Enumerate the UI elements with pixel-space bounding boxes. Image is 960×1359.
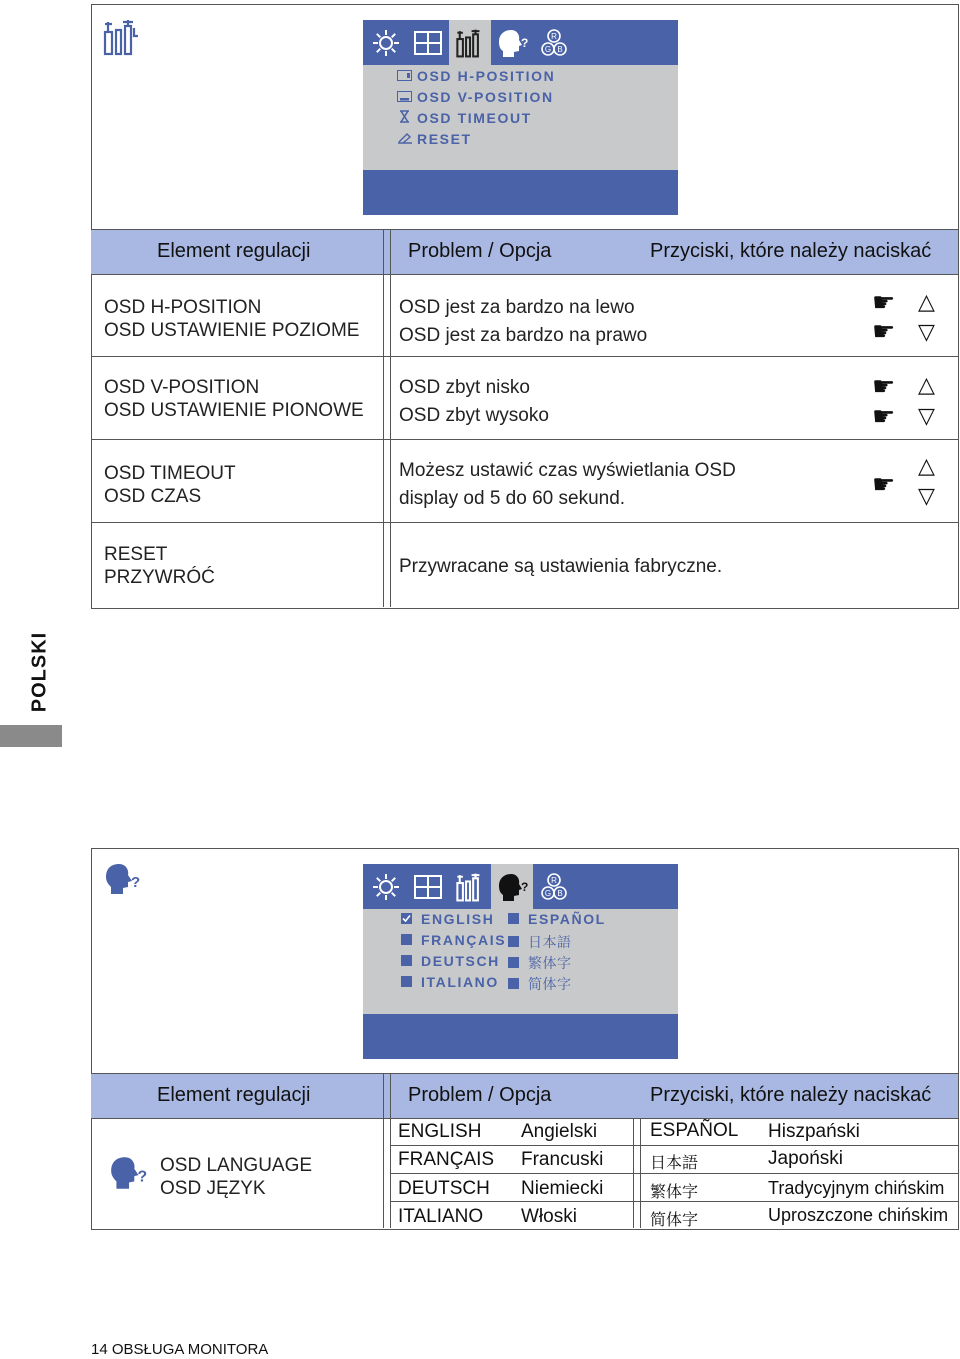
page-footer: 14 OBSŁUGA MONITORA bbox=[91, 1341, 269, 1358]
row-element bbox=[104, 376, 364, 422]
lang-polish: Japoński bbox=[768, 1148, 843, 1169]
problem-line: OSD jest za bardzo na lewo bbox=[399, 297, 635, 318]
osd-lang-deutsch[interactable] bbox=[401, 953, 500, 969]
lang-code: ESPAÑOL bbox=[650, 1120, 739, 1141]
osd-lang-italiano[interactable] bbox=[401, 974, 499, 990]
osd-lang-label: DEUTSCH bbox=[421, 953, 500, 969]
reset-icon bbox=[397, 132, 412, 147]
tab-position[interactable] bbox=[407, 20, 449, 65]
tab-position[interactable] bbox=[407, 864, 449, 909]
tab-language[interactable] bbox=[491, 864, 533, 909]
down-button-icon: ▽ bbox=[918, 403, 935, 428]
setup-tools-icon bbox=[103, 18, 139, 61]
column-divider bbox=[383, 229, 391, 607]
header-element: Element regulacji bbox=[157, 1084, 311, 1106]
lang-polish: Angielski bbox=[521, 1121, 598, 1142]
element-line: OSD TIMEOUT bbox=[104, 463, 236, 484]
osd-lang-japanese[interactable] bbox=[508, 932, 572, 952]
language-head-icon bbox=[108, 1155, 148, 1196]
up-button-icon: △ bbox=[918, 289, 935, 314]
lang-polish: Uproszczone chińskim bbox=[768, 1205, 949, 1225]
language-side-tab: POLSKI bbox=[28, 631, 51, 713]
lang-code: ENGLISH bbox=[398, 1121, 482, 1142]
osd-lang-label: ITALIANO bbox=[421, 974, 499, 990]
tab-setup[interactable] bbox=[449, 20, 491, 65]
square-bullet-icon bbox=[401, 976, 416, 990]
osd-item-label: OSD H-POSITION bbox=[417, 68, 556, 84]
hourglass-icon bbox=[397, 110, 412, 126]
problem-line: Przywracane są ustawienia fabryczne. bbox=[399, 556, 723, 577]
rgb-icon bbox=[538, 28, 570, 58]
tools-icon bbox=[455, 872, 485, 902]
lang-polish: Hiszpański bbox=[768, 1121, 860, 1142]
row-element bbox=[104, 296, 359, 342]
row-separator bbox=[390, 1173, 958, 1174]
svg-text:?: ? bbox=[521, 879, 529, 894]
osd-lang-simplified-chinese[interactable] bbox=[508, 974, 572, 994]
square-bullet-icon bbox=[401, 934, 416, 948]
tools-icon bbox=[455, 28, 485, 58]
row-separator bbox=[91, 439, 958, 440]
problem-line: OSD zbyt wysoko bbox=[399, 405, 549, 426]
svg-text:?: ? bbox=[131, 874, 141, 891]
element-line: OSD CZAS bbox=[104, 486, 202, 507]
square-bullet-icon bbox=[401, 955, 416, 969]
problem-line: Możesz ustawić czas wyświetlania OSD bbox=[399, 460, 736, 481]
lang-code: 繁体字 bbox=[650, 1184, 699, 1201]
down-button-icon: ▽ bbox=[918, 319, 935, 344]
row-element bbox=[160, 1154, 312, 1200]
header-problem: Problem / Opcja bbox=[408, 240, 552, 262]
brightness-icon bbox=[371, 872, 401, 902]
h-position-icon bbox=[397, 70, 412, 84]
table-header bbox=[91, 229, 958, 275]
svg-text:B: B bbox=[557, 888, 563, 898]
problem-line: OSD jest za bardzo na prawo bbox=[399, 325, 648, 346]
language-head-icon bbox=[103, 862, 141, 901]
element-line: PRZYWRÓĆ bbox=[104, 567, 215, 588]
checked-box-icon bbox=[401, 913, 416, 927]
header-problem: Problem / Opcja bbox=[408, 1084, 552, 1106]
osd-lang-english[interactable] bbox=[401, 911, 494, 927]
up-button-icon: △ bbox=[918, 372, 935, 397]
svg-text:?: ? bbox=[521, 35, 529, 50]
column-divider bbox=[383, 1073, 391, 1228]
speaking-head-icon bbox=[495, 872, 529, 902]
tab-picture[interactable] bbox=[365, 864, 407, 909]
svg-text:G: G bbox=[544, 44, 552, 54]
osd-lang-traditional-chinese[interactable] bbox=[508, 953, 572, 973]
svg-text:?: ? bbox=[137, 1168, 148, 1186]
pointing-hand-icon: ☛ bbox=[872, 316, 896, 346]
osd-lang-label: 日本語 bbox=[528, 934, 572, 950]
svg-text:G: G bbox=[544, 888, 552, 898]
osd-item-h-position[interactable] bbox=[397, 68, 555, 84]
tab-info[interactable] bbox=[533, 864, 575, 909]
osd-bottom-bar bbox=[363, 1014, 678, 1059]
osd-item-timeout[interactable] bbox=[397, 110, 532, 126]
row-separator bbox=[91, 356, 958, 357]
osd-lang-label: FRANÇAIS bbox=[421, 932, 507, 948]
row-problem bbox=[399, 294, 647, 350]
pointing-hand-icon: ☛ bbox=[872, 469, 896, 499]
speaking-head-icon bbox=[495, 28, 529, 58]
row-element bbox=[104, 462, 236, 508]
osd-lang-espanol[interactable] bbox=[508, 911, 606, 927]
pointing-hand-icon: ☛ bbox=[872, 287, 896, 317]
osd-lang-francais[interactable] bbox=[401, 932, 506, 948]
square-bullet-icon bbox=[508, 913, 523, 927]
osd-item-reset[interactable] bbox=[397, 131, 472, 147]
element-line: RESET bbox=[104, 544, 168, 565]
osd-menu-language bbox=[363, 864, 678, 1059]
square-bullet-icon bbox=[508, 978, 523, 992]
osd-lang-label: ESPAÑOL bbox=[528, 911, 606, 927]
tab-picture[interactable] bbox=[365, 20, 407, 65]
element-line: OSD V-POSITION bbox=[104, 377, 260, 398]
grid-icon bbox=[413, 29, 443, 57]
lang-polish: Francuski bbox=[521, 1149, 604, 1170]
osd-item-label: OSD V-POSITION bbox=[417, 89, 554, 105]
lang-polish: Niemiecki bbox=[521, 1178, 604, 1199]
down-button-icon: ▽ bbox=[918, 483, 935, 508]
osd-item-label: OSD TIMEOUT bbox=[417, 110, 532, 126]
element-line: OSD USTAWIENIE POZIOME bbox=[104, 320, 360, 341]
element-line: OSD LANGUAGE bbox=[160, 1155, 313, 1176]
lang-code: DEUTSCH bbox=[398, 1178, 490, 1199]
svg-text:B: B bbox=[557, 44, 563, 54]
rgb-icon bbox=[538, 872, 570, 902]
osd-menu-setup bbox=[363, 20, 678, 215]
osd-lang-label: ENGLISH bbox=[421, 911, 495, 927]
row-problem bbox=[399, 555, 722, 578]
osd-bottom-bar bbox=[363, 170, 678, 215]
header-buttons: Przyciski, które należy naciskać bbox=[650, 240, 932, 262]
row-element bbox=[104, 543, 215, 589]
side-tab-marker bbox=[0, 725, 62, 747]
tab-language[interactable] bbox=[491, 20, 533, 65]
lang-code: ITALIANO bbox=[398, 1206, 484, 1227]
pointing-hand-icon: ☛ bbox=[872, 401, 896, 431]
header-buttons: Przyciski, które należy naciskać bbox=[650, 1084, 932, 1106]
osd-item-label: RESET bbox=[417, 131, 472, 147]
v-position-icon bbox=[397, 91, 412, 105]
square-bullet-icon bbox=[508, 957, 523, 971]
lang-polish: Włoski bbox=[521, 1206, 577, 1227]
element-line: OSD JĘZYK bbox=[160, 1178, 266, 1199]
row-problem bbox=[399, 457, 736, 513]
pointing-hand-icon: ☛ bbox=[872, 371, 896, 401]
osd-lang-label: 简体字 bbox=[528, 976, 572, 992]
square-bullet-icon bbox=[508, 936, 523, 950]
header-element: Element regulacji bbox=[157, 240, 311, 262]
problem-line: OSD zbyt nisko bbox=[399, 377, 530, 398]
lang-code: 简体字 bbox=[650, 1212, 699, 1229]
element-line: OSD H-POSITION bbox=[104, 297, 262, 318]
tab-setup[interactable] bbox=[449, 864, 491, 909]
problem-line: display od 5 do 60 sekund. bbox=[399, 488, 626, 509]
lang-code: 日本語 bbox=[650, 1155, 699, 1172]
osd-lang-label: 繁体字 bbox=[528, 955, 572, 971]
row-separator bbox=[390, 1145, 958, 1146]
lang-code: FRANÇAIS bbox=[398, 1149, 495, 1170]
tab-info[interactable] bbox=[533, 20, 575, 65]
svg-text:R: R bbox=[551, 875, 557, 885]
grid-icon bbox=[413, 873, 443, 901]
row-separator bbox=[91, 522, 958, 523]
row-problem bbox=[399, 374, 549, 430]
brightness-icon bbox=[371, 28, 401, 58]
osd-item-v-position[interactable] bbox=[397, 89, 554, 105]
lang-polish: Tradycyjnym chińskim bbox=[768, 1178, 945, 1198]
table-header bbox=[91, 1073, 958, 1119]
up-button-icon: △ bbox=[918, 453, 935, 478]
svg-text:R: R bbox=[551, 31, 557, 41]
element-line: OSD USTAWIENIE PIONOWE bbox=[104, 400, 364, 421]
